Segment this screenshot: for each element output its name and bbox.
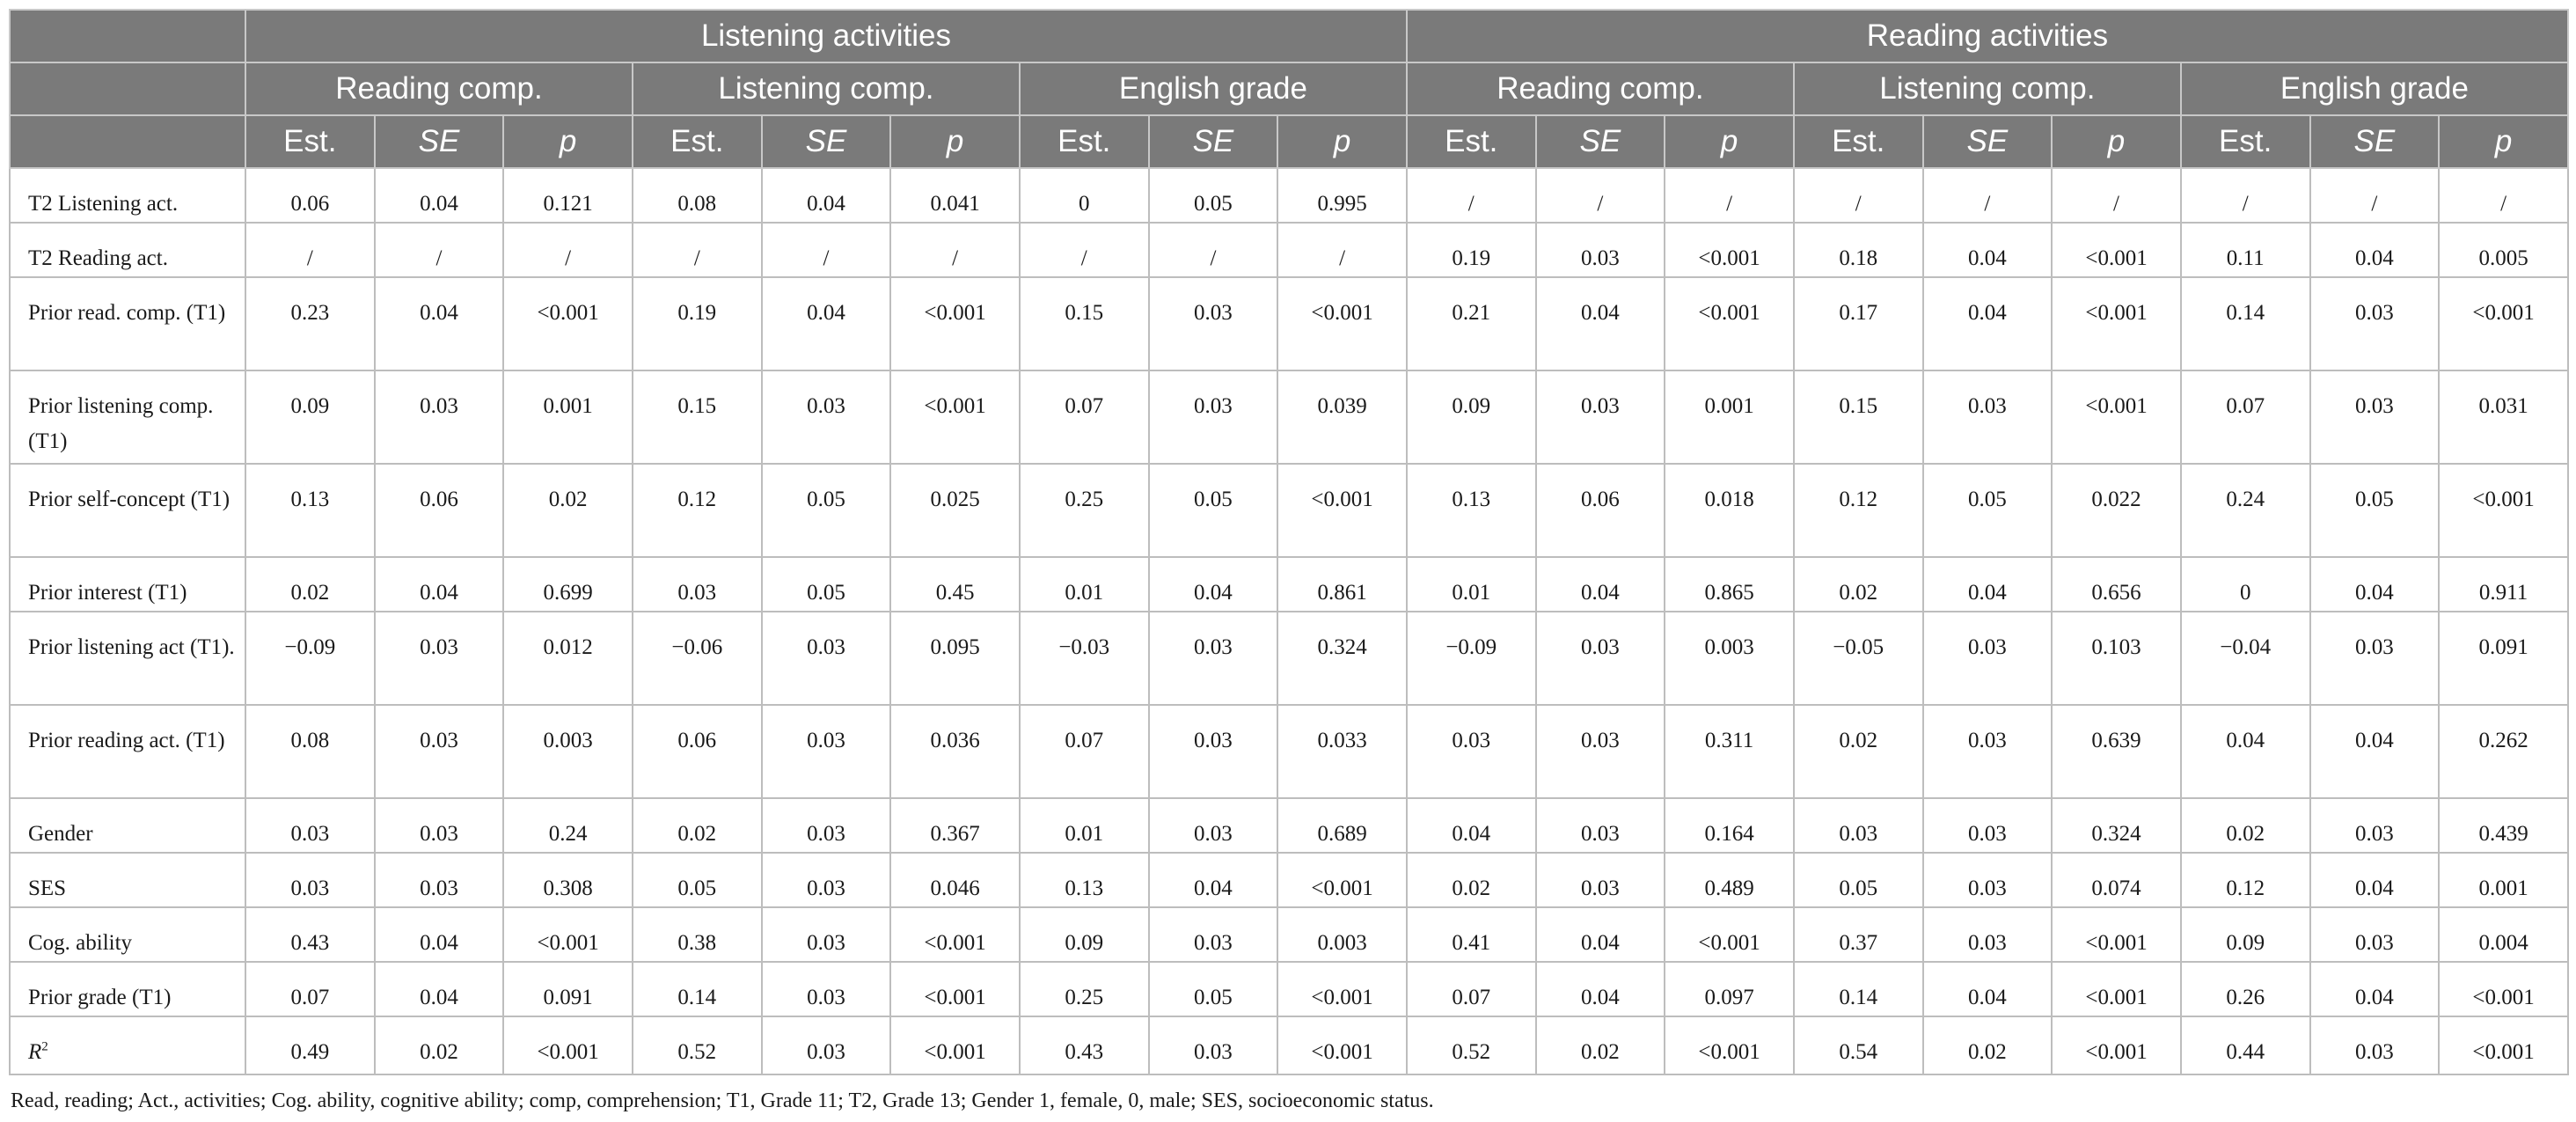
table-cell: 0.689 — [1277, 798, 1407, 853]
table-cell: 0.031 — [2439, 370, 2568, 464]
stat-header-se: SE — [1923, 115, 2053, 168]
table-cell: <0.001 — [503, 907, 633, 962]
outcome-header: English grade — [1020, 62, 1407, 115]
table-cell: 0.012 — [503, 612, 633, 705]
header-corner — [10, 115, 245, 168]
r-symbol: R — [28, 1040, 42, 1064]
table-cell: 0.003 — [503, 705, 633, 798]
table-cell: 0.03 — [375, 798, 504, 853]
table-cell: 0.05 — [1149, 464, 1278, 557]
stat-header-est: Est. — [633, 115, 762, 168]
table-cell: 0.43 — [1020, 1016, 1149, 1074]
table-cell: / — [2181, 168, 2310, 223]
table-cell: / — [1794, 168, 1923, 223]
outcome-header: Reading comp. — [1407, 62, 1794, 115]
table-header — [10, 10, 2568, 168]
stat-header-est: Est. — [1794, 115, 1923, 168]
table-row — [10, 223, 2568, 277]
table-cell: 0.103 — [2052, 612, 2181, 705]
table-cell: 0.861 — [1277, 557, 1407, 612]
table-cell: 0.09 — [1407, 370, 1536, 464]
table-cell: 0.21 — [1407, 277, 1536, 370]
table-cell: 0.04 — [1536, 557, 1665, 612]
table-cell: 0.04 — [2310, 853, 2440, 907]
table-cell: 0.03 — [245, 798, 375, 853]
row-label: SES — [10, 853, 245, 907]
header-row-groups — [10, 10, 2568, 62]
table-cell: <0.001 — [1665, 907, 1794, 962]
table-cell: <0.001 — [1665, 223, 1794, 277]
table-cell: 0.04 — [375, 907, 504, 962]
table-cell: 0.13 — [245, 464, 375, 557]
table-cell: 0.03 — [1794, 798, 1923, 853]
table-cell: 0.07 — [1020, 370, 1149, 464]
table-cell: 0.19 — [633, 277, 762, 370]
table-cell: <0.001 — [2052, 370, 2181, 464]
table-cell: / — [1923, 168, 2053, 223]
table-cell: 0.03 — [245, 853, 375, 907]
table-cell: 0.018 — [1665, 464, 1794, 557]
table-row — [10, 705, 2568, 798]
table-cell: 0.05 — [2310, 464, 2440, 557]
table-cell: 0.03 — [375, 612, 504, 705]
table-cell: 0.05 — [762, 557, 891, 612]
table-cell: 0.02 — [2181, 798, 2310, 853]
table-row — [10, 370, 2568, 464]
table-cell: / — [1149, 223, 1278, 277]
table-row — [10, 798, 2568, 853]
table-cell: 0.11 — [2181, 223, 2310, 277]
table-cell: 0.865 — [1665, 557, 1794, 612]
table-cell: 0.03 — [762, 1016, 891, 1074]
table-cell: 0.367 — [890, 798, 1020, 853]
table-cell: / — [890, 223, 1020, 277]
table-cell: 0.12 — [1794, 464, 1923, 557]
table-cell: 0.03 — [1923, 370, 2053, 464]
table-cell: 0.02 — [633, 798, 762, 853]
table-cell: 0.04 — [375, 277, 504, 370]
table-cell: <0.001 — [1277, 962, 1407, 1016]
table-cell: <0.001 — [2439, 464, 2568, 557]
table-cell: 0.001 — [503, 370, 633, 464]
outcome-header: Listening comp. — [633, 62, 1020, 115]
table-cell: <0.001 — [503, 277, 633, 370]
table-cell: <0.001 — [2439, 1016, 2568, 1074]
table-cell: 0.03 — [1536, 798, 1665, 853]
outcome-header: Listening comp. — [1794, 62, 2181, 115]
table-cell: 0.01 — [1407, 557, 1536, 612]
table-cell: 0.04 — [1536, 962, 1665, 1016]
table-cell: <0.001 — [2052, 223, 2181, 277]
table-cell: 0.03 — [633, 557, 762, 612]
table-cell: 0.23 — [245, 277, 375, 370]
table-cell: 0.039 — [1277, 370, 1407, 464]
table-cell: / — [2310, 168, 2440, 223]
table-cell: 0.911 — [2439, 557, 2568, 612]
row-label: Prior read. comp. (T1) — [10, 277, 245, 370]
table-cell: 0.03 — [2310, 1016, 2440, 1074]
table-cell: 0.04 — [1923, 962, 2053, 1016]
table-cell: 0.06 — [633, 705, 762, 798]
table-cell: 0.12 — [2181, 853, 2310, 907]
table-cell: −0.03 — [1020, 612, 1149, 705]
table-cell: 0.04 — [1149, 853, 1278, 907]
table-cell: 0.04 — [1407, 798, 1536, 853]
table-cell: 0.13 — [1020, 853, 1149, 907]
table-row — [10, 907, 2568, 962]
stat-header-p: p — [1277, 115, 1407, 168]
table-cell: 0.022 — [2052, 464, 2181, 557]
table-cell: <0.001 — [1665, 277, 1794, 370]
table-cell: 0.04 — [375, 962, 504, 1016]
table-cell: 0 — [2181, 557, 2310, 612]
stat-header-p: p — [503, 115, 633, 168]
table-cell: 0.26 — [2181, 962, 2310, 1016]
table-cell: 0.05 — [1923, 464, 2053, 557]
table-cell: 0.05 — [1149, 962, 1278, 1016]
table-cell: 0.02 — [503, 464, 633, 557]
table-cell: 0.04 — [375, 557, 504, 612]
table-cell: 0.05 — [762, 464, 891, 557]
table-cell: 0.02 — [245, 557, 375, 612]
table-cell: 0.43 — [245, 907, 375, 962]
table-cell: 0.52 — [633, 1016, 762, 1074]
table-cell: / — [1020, 223, 1149, 277]
table-cell: 0.07 — [1020, 705, 1149, 798]
table-cell: 0.03 — [1149, 370, 1278, 464]
table-cell: 0.24 — [503, 798, 633, 853]
table-cell: 0.439 — [2439, 798, 2568, 853]
table-cell: 0.262 — [2439, 705, 2568, 798]
table-cell: 0.656 — [2052, 557, 2181, 612]
table-cell: 0.03 — [2310, 907, 2440, 962]
stat-header-p: p — [890, 115, 1020, 168]
header-corner — [10, 62, 245, 115]
table-cell: 0.489 — [1665, 853, 1794, 907]
table-cell: 0.03 — [1149, 907, 1278, 962]
table-cell: / — [1277, 223, 1407, 277]
stat-header-p: p — [1665, 115, 1794, 168]
table-cell: 0.04 — [2310, 223, 2440, 277]
table-cell: 0.45 — [890, 557, 1020, 612]
table-cell: 0.074 — [2052, 853, 2181, 907]
table-cell: −0.04 — [2181, 612, 2310, 705]
table-cell: 0.08 — [245, 705, 375, 798]
row-label: Prior grade (T1) — [10, 962, 245, 1016]
table-cell: 0.036 — [890, 705, 1020, 798]
regression-table — [9, 9, 2569, 1075]
table-cell: <0.001 — [890, 370, 1020, 464]
table-cell: 0.091 — [503, 962, 633, 1016]
table-cell: <0.001 — [890, 907, 1020, 962]
row-label: Prior listening comp. (T1) — [10, 370, 245, 464]
table-row — [10, 962, 2568, 1016]
table-cell: 0.14 — [1794, 962, 1923, 1016]
table-cell: 0.02 — [1407, 853, 1536, 907]
table-cell: 0.24 — [2181, 464, 2310, 557]
table-cell: 0.17 — [1794, 277, 1923, 370]
table-cell: 0.046 — [890, 853, 1020, 907]
table-cell: 0.04 — [1536, 277, 1665, 370]
table-cell: 0.03 — [1149, 277, 1278, 370]
stat-header-p: p — [2052, 115, 2181, 168]
table-cell: 0.03 — [1149, 705, 1278, 798]
table-cell: <0.001 — [2052, 907, 2181, 962]
table-cell: 0.033 — [1277, 705, 1407, 798]
table-cell: 0.121 — [503, 168, 633, 223]
table-cell: 0.25 — [1020, 464, 1149, 557]
table-row — [10, 464, 2568, 557]
table-cell: 0.05 — [1149, 168, 1278, 223]
table-cell: <0.001 — [890, 277, 1020, 370]
table-cell: 0.03 — [1536, 612, 1665, 705]
table-cell: 0.095 — [890, 612, 1020, 705]
table-cell: 0.324 — [1277, 612, 1407, 705]
table-cell: 0.639 — [2052, 705, 2181, 798]
table-cell: 0.03 — [1923, 705, 2053, 798]
table-cell: 0.03 — [1923, 907, 2053, 962]
table-cell: −0.09 — [1407, 612, 1536, 705]
table-cell: 0.08 — [633, 168, 762, 223]
table-cell: 0 — [1020, 168, 1149, 223]
table-row-r-squared — [10, 1016, 2568, 1074]
table-cell: 0.324 — [2052, 798, 2181, 853]
table-cell: 0.06 — [1536, 464, 1665, 557]
table-cell: 0.02 — [1923, 1016, 2053, 1074]
stat-header-est: Est. — [1020, 115, 1149, 168]
table-cell: 0.04 — [2181, 705, 2310, 798]
header-corner — [10, 10, 245, 62]
table-cell: 0.03 — [762, 853, 891, 907]
outcome-header: Reading comp. — [245, 62, 633, 115]
table-cell: / — [503, 223, 633, 277]
table-cell: 0.12 — [633, 464, 762, 557]
table-cell: 0.04 — [1923, 557, 2053, 612]
table-cell: <0.001 — [1277, 853, 1407, 907]
header-row-outcomes — [10, 62, 2568, 115]
stat-header-est: Est. — [1407, 115, 1536, 168]
table-cell: 0.04 — [1923, 223, 2053, 277]
table-body — [10, 168, 2568, 1074]
table-cell: 0.07 — [245, 962, 375, 1016]
table-footnote: Read, reading; Act., activities; Cog. ability, cognitive ability; comp, comprehension; T1, Grade 11; T2, Grade 13; Gender 1, female, 0, male; SES, socioeconomic status. — [11, 1089, 1434, 1112]
table-cell: 0.03 — [1536, 370, 1665, 464]
table-cell: 0.41 — [1407, 907, 1536, 962]
table-cell: 0.06 — [375, 464, 504, 557]
table-cell: 0.04 — [762, 277, 891, 370]
table-cell: / — [245, 223, 375, 277]
stat-header-se: SE — [1149, 115, 1278, 168]
table-cell: 0.18 — [1794, 223, 1923, 277]
table-cell: <0.001 — [2052, 1016, 2181, 1074]
row-label: Gender — [10, 798, 245, 853]
table-cell: 0.07 — [1407, 962, 1536, 1016]
table-cell: 0.03 — [762, 798, 891, 853]
table-cell: 0.04 — [1923, 277, 2053, 370]
row-label-r-squared — [10, 1016, 245, 1074]
table-cell: / — [1407, 168, 1536, 223]
table-cell: 0.49 — [245, 1016, 375, 1074]
table-cell: −0.05 — [1794, 612, 1923, 705]
table-cell: / — [2052, 168, 2181, 223]
table-cell: 0.03 — [1407, 705, 1536, 798]
row-label: Prior self-concept (T1) — [10, 464, 245, 557]
table-cell: 0.03 — [375, 705, 504, 798]
table-cell: 0.03 — [375, 853, 504, 907]
row-label: T2 Listening act. — [10, 168, 245, 223]
outcome-header: English grade — [2181, 62, 2568, 115]
table-cell: 0.03 — [762, 962, 891, 1016]
table-cell: / — [762, 223, 891, 277]
table-cell: 0.15 — [1020, 277, 1149, 370]
row-label: Cog. ability — [10, 907, 245, 962]
table-cell: 0.09 — [245, 370, 375, 464]
stat-header-se: SE — [1536, 115, 1665, 168]
table-cell: 0.14 — [633, 962, 762, 1016]
table-row — [10, 853, 2568, 907]
table-cell: 0.15 — [633, 370, 762, 464]
table-cell: 0.13 — [1407, 464, 1536, 557]
table-cell: 0.09 — [2181, 907, 2310, 962]
stat-header-est: Est. — [2181, 115, 2310, 168]
table-cell: 0.25 — [1020, 962, 1149, 1016]
table-row — [10, 612, 2568, 705]
table-cell: 0.308 — [503, 853, 633, 907]
table-cell: 0.001 — [2439, 853, 2568, 907]
table-cell: <0.001 — [2052, 962, 2181, 1016]
table-cell: 0.04 — [762, 168, 891, 223]
table-cell: 0.54 — [1794, 1016, 1923, 1074]
table-cell: 0.37 — [1794, 907, 1923, 962]
table-cell: 0.001 — [1665, 370, 1794, 464]
table-cell: 0.041 — [890, 168, 1020, 223]
table-cell: 0.03 — [1536, 853, 1665, 907]
table-cell: 0.03 — [1923, 853, 2053, 907]
table-cell: <0.001 — [2439, 962, 2568, 1016]
table-cell: 0.14 — [2181, 277, 2310, 370]
table-cell: 0.44 — [2181, 1016, 2310, 1074]
stat-header-se: SE — [762, 115, 891, 168]
header-row-stats — [10, 115, 2568, 168]
table-cell: 0.995 — [1277, 168, 1407, 223]
table-cell: 0.04 — [1536, 907, 1665, 962]
table-cell: 0.01 — [1020, 557, 1149, 612]
table-cell: 0.03 — [762, 612, 891, 705]
table-cell: 0.091 — [2439, 612, 2568, 705]
table-cell: 0.01 — [1020, 798, 1149, 853]
table-cell: 0.311 — [1665, 705, 1794, 798]
table-cell: 0.03 — [762, 907, 891, 962]
table-cell: <0.001 — [2052, 277, 2181, 370]
table-cell: 0.003 — [1277, 907, 1407, 962]
table-cell: 0.07 — [2181, 370, 2310, 464]
row-label: T2 Reading act. — [10, 223, 245, 277]
table-cell: 0.004 — [2439, 907, 2568, 962]
table-cell: 0.03 — [1536, 705, 1665, 798]
table-cell: / — [1665, 168, 1794, 223]
table-row — [10, 277, 2568, 370]
table-cell: <0.001 — [1277, 1016, 1407, 1074]
table-cell: <0.001 — [2439, 277, 2568, 370]
stat-header-se: SE — [375, 115, 504, 168]
table-cell: / — [2439, 168, 2568, 223]
table-cell: 0.03 — [1149, 798, 1278, 853]
table-cell: 0.03 — [1923, 798, 2053, 853]
table-cell: 0.19 — [1407, 223, 1536, 277]
table-cell: <0.001 — [890, 962, 1020, 1016]
table-cell: 0.03 — [1149, 612, 1278, 705]
table-cell: 0.03 — [762, 705, 891, 798]
table-cell: 0.04 — [2310, 962, 2440, 1016]
table-cell: 0.005 — [2439, 223, 2568, 277]
table-cell: 0.04 — [2310, 705, 2440, 798]
table-cell: 0.03 — [1149, 1016, 1278, 1074]
table-cell: 0.09 — [1020, 907, 1149, 962]
table-cell: 0.03 — [375, 370, 504, 464]
table-container — [9, 9, 2567, 1113]
table-cell: 0.003 — [1665, 612, 1794, 705]
table-cell: 0.06 — [245, 168, 375, 223]
table-cell: <0.001 — [1277, 464, 1407, 557]
table-cell: / — [375, 223, 504, 277]
table-cell: <0.001 — [1665, 1016, 1794, 1074]
table-cell: 0.097 — [1665, 962, 1794, 1016]
table-cell: 0.164 — [1665, 798, 1794, 853]
table-cell: 0.03 — [2310, 277, 2440, 370]
row-label: Prior interest (T1) — [10, 557, 245, 612]
stat-header-se: SE — [2310, 115, 2440, 168]
table-cell: 0.15 — [1794, 370, 1923, 464]
table-cell: / — [1536, 168, 1665, 223]
table-cell: 0.03 — [1536, 223, 1665, 277]
table-cell: 0.38 — [633, 907, 762, 962]
table-cell: 0.04 — [375, 168, 504, 223]
table-cell: 0.02 — [375, 1016, 504, 1074]
table-cell: 0.02 — [1794, 705, 1923, 798]
group-header: Reading activities — [1407, 10, 2568, 62]
table-row — [10, 168, 2568, 223]
table-cell: 0.04 — [1149, 557, 1278, 612]
table-cell: 0.02 — [1794, 557, 1923, 612]
table-cell: 0.025 — [890, 464, 1020, 557]
group-header: Listening activities — [245, 10, 1407, 62]
row-label: Prior reading act. (T1) — [10, 705, 245, 798]
table-cell: 0.03 — [2310, 612, 2440, 705]
table-row — [10, 557, 2568, 612]
table-cell: 0.03 — [2310, 798, 2440, 853]
table-cell: / — [633, 223, 762, 277]
table-cell: 0.04 — [2310, 557, 2440, 612]
table-cell: 0.03 — [2310, 370, 2440, 464]
table-cell: 0.52 — [1407, 1016, 1536, 1074]
r-superscript: 2 — [41, 1039, 48, 1054]
table-cell: <0.001 — [890, 1016, 1020, 1074]
stat-header-est: Est. — [245, 115, 375, 168]
table-cell: 0.03 — [762, 370, 891, 464]
table-cell: <0.001 — [503, 1016, 633, 1074]
table-cell: <0.001 — [1277, 277, 1407, 370]
table-cell: 0.05 — [1794, 853, 1923, 907]
table-cell: −0.06 — [633, 612, 762, 705]
stat-header-p: p — [2439, 115, 2568, 168]
table-cell: 0.03 — [1923, 612, 2053, 705]
table-cell: 0.05 — [633, 853, 762, 907]
table-cell: 0.02 — [1536, 1016, 1665, 1074]
table-cell: −0.09 — [245, 612, 375, 705]
row-label: Prior listening act (T1). — [10, 612, 245, 705]
table-cell: 0.699 — [503, 557, 633, 612]
